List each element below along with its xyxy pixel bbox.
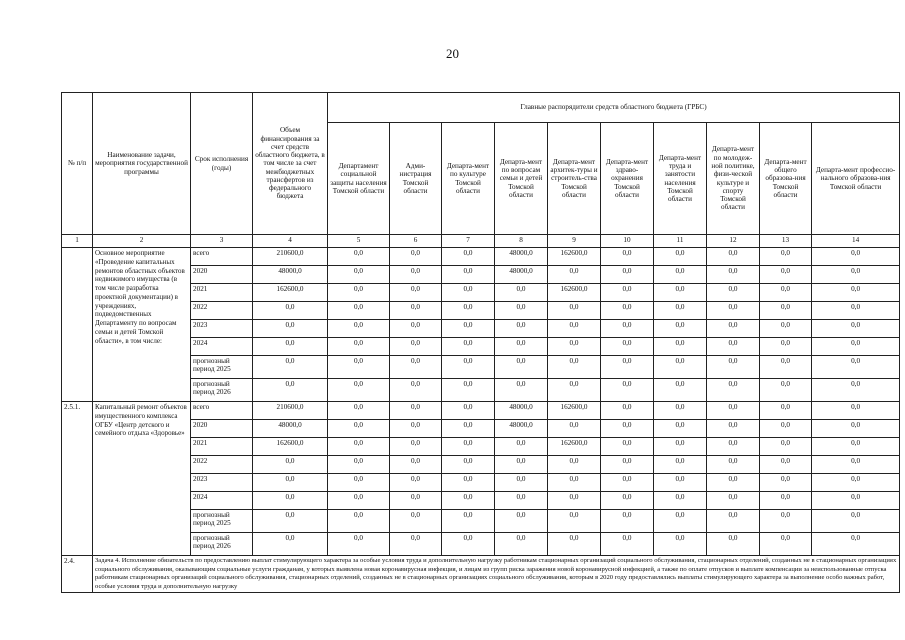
value-cell: 0,0 bbox=[442, 302, 495, 320]
value-cell: 0,0 bbox=[253, 533, 328, 556]
value-cell: 0,0 bbox=[548, 379, 601, 402]
term-cell: 2020 bbox=[191, 266, 253, 284]
column-number: 5 bbox=[328, 235, 390, 248]
value-cell: 0,0 bbox=[548, 320, 601, 338]
value-cell: 162600,0 bbox=[253, 284, 328, 302]
value-cell: 0,0 bbox=[812, 438, 900, 456]
value-cell: 0,0 bbox=[760, 510, 812, 533]
value-cell: 0,0 bbox=[442, 474, 495, 492]
column-number: 3 bbox=[191, 235, 253, 248]
value-cell: 0,0 bbox=[328, 402, 390, 420]
value-cell: 0,0 bbox=[707, 438, 760, 456]
value-cell: 0,0 bbox=[253, 510, 328, 533]
task-number: 2.4. bbox=[62, 556, 93, 593]
value-cell: 0,0 bbox=[760, 456, 812, 474]
term-cell: прогнозный период 2026 bbox=[191, 533, 253, 556]
value-cell: 0,0 bbox=[442, 356, 495, 379]
value-cell: 0,0 bbox=[548, 266, 601, 284]
value-cell: 0,0 bbox=[495, 302, 548, 320]
value-cell: 0,0 bbox=[390, 474, 442, 492]
value-cell: 0,0 bbox=[760, 320, 812, 338]
value-cell: 0,0 bbox=[390, 320, 442, 338]
value-cell: 0,0 bbox=[654, 379, 707, 402]
task-text: Задача 4. Исполнение обязательств по предоставлению выплат стимулирующего характера за особые условия труда и дополнительную нагрузку работникам стационарных организаций социального обслуживания, стационарных отделений, созданных не в стационарных организациях социального обслуживания, оказывающим социальные услуги гражданам, у которых выявлена новая коронавирусная инфекция, и лицам из групп риска заражения новой коронавирусной инфекцией, а также по оплате отпусков и выплате компенсации за неиспользованные отпуска работникам стационарных организаций социального обслуживания, стационарных отделений, созданных не в стационарных организациях социального обслуживания, которым в 2020 году предоставлялись выплаты стимулирующего характера за выполнение особо важных работ, особые условия труда и дополнительную нагрузку bbox=[93, 556, 900, 593]
value-cell: 0,0 bbox=[707, 248, 760, 266]
value-cell: 0,0 bbox=[442, 320, 495, 338]
value-cell: 0,0 bbox=[548, 338, 601, 356]
term-cell: 2023 bbox=[191, 320, 253, 338]
header-grbs: Главные распорядители средств областного бюджета (ГРБС) bbox=[328, 93, 900, 123]
value-cell: 48000,0 bbox=[495, 248, 548, 266]
value-cell: 0,0 bbox=[760, 266, 812, 284]
value-cell: 0,0 bbox=[328, 510, 390, 533]
value-cell: 0,0 bbox=[442, 533, 495, 556]
column-number: 2 bbox=[93, 235, 191, 248]
value-cell: 0,0 bbox=[812, 356, 900, 379]
value-cell: 0,0 bbox=[707, 402, 760, 420]
value-cell: 0,0 bbox=[601, 438, 654, 456]
value-cell: 0,0 bbox=[707, 533, 760, 556]
value-cell: 162600,0 bbox=[548, 248, 601, 266]
value-cell: 0,0 bbox=[253, 320, 328, 338]
value-cell: 0,0 bbox=[760, 438, 812, 456]
term-cell: 2021 bbox=[191, 438, 253, 456]
value-cell: 0,0 bbox=[760, 356, 812, 379]
value-cell: 0,0 bbox=[812, 456, 900, 474]
value-cell: 0,0 bbox=[328, 284, 390, 302]
value-cell: 0,0 bbox=[812, 474, 900, 492]
value-cell: 0,0 bbox=[390, 492, 442, 510]
term-cell: 2024 bbox=[191, 492, 253, 510]
value-cell: 0,0 bbox=[654, 533, 707, 556]
value-cell: 0,0 bbox=[442, 248, 495, 266]
value-cell: 0,0 bbox=[654, 456, 707, 474]
value-cell: 0,0 bbox=[654, 474, 707, 492]
value-cell: 0,0 bbox=[654, 510, 707, 533]
value-cell: 0,0 bbox=[328, 420, 390, 438]
value-cell: 0,0 bbox=[707, 420, 760, 438]
header-dept-3: Департа-мент по культуре Томской области bbox=[442, 123, 495, 235]
value-cell: 0,0 bbox=[812, 533, 900, 556]
value-cell: 0,0 bbox=[760, 284, 812, 302]
header-dept-4: Департа-мент по вопросам семьи и детей Томской области bbox=[495, 123, 548, 235]
value-cell: 0,0 bbox=[495, 510, 548, 533]
value-cell: 0,0 bbox=[654, 284, 707, 302]
header-name: Наименование задачи, мероприятия государственной программы bbox=[93, 93, 191, 235]
value-cell: 0,0 bbox=[548, 456, 601, 474]
value-cell: 0,0 bbox=[601, 492, 654, 510]
value-cell: 0,0 bbox=[812, 266, 900, 284]
value-cell: 0,0 bbox=[601, 379, 654, 402]
value-cell: 0,0 bbox=[495, 456, 548, 474]
term-cell: 2024 bbox=[191, 338, 253, 356]
value-cell: 162600,0 bbox=[548, 402, 601, 420]
row-number bbox=[62, 248, 93, 402]
term-cell: 2020 bbox=[191, 420, 253, 438]
value-cell: 0,0 bbox=[654, 438, 707, 456]
table-row bbox=[62, 248, 900, 266]
value-cell: 0,0 bbox=[812, 420, 900, 438]
value-cell: 0,0 bbox=[328, 379, 390, 402]
value-cell: 0,0 bbox=[548, 533, 601, 556]
value-cell: 0,0 bbox=[760, 402, 812, 420]
value-cell: 0,0 bbox=[812, 338, 900, 356]
value-cell: 0,0 bbox=[253, 492, 328, 510]
value-cell: 0,0 bbox=[760, 338, 812, 356]
header-dept-1: Департамент социальной защиты населения Томской области bbox=[328, 123, 390, 235]
column-number: 9 bbox=[548, 235, 601, 248]
value-cell: 0,0 bbox=[601, 302, 654, 320]
value-cell: 0,0 bbox=[707, 284, 760, 302]
header-num: № п/п bbox=[62, 93, 93, 235]
row-number: 2.5.1. bbox=[62, 402, 93, 556]
value-cell: 0,0 bbox=[390, 420, 442, 438]
value-cell: 0,0 bbox=[707, 356, 760, 379]
value-cell: 0,0 bbox=[812, 510, 900, 533]
value-cell: 0,0 bbox=[442, 402, 495, 420]
value-cell: 0,0 bbox=[390, 438, 442, 456]
value-cell: 162600,0 bbox=[548, 284, 601, 302]
value-cell: 0,0 bbox=[328, 492, 390, 510]
column-number: 1 bbox=[62, 235, 93, 248]
value-cell: 48000,0 bbox=[253, 266, 328, 284]
value-cell: 0,0 bbox=[328, 456, 390, 474]
value-cell: 0,0 bbox=[654, 302, 707, 320]
value-cell: 0,0 bbox=[328, 474, 390, 492]
value-cell: 0,0 bbox=[328, 248, 390, 266]
value-cell: 48000,0 bbox=[495, 266, 548, 284]
term-cell: прогнозный период 2025 bbox=[191, 510, 253, 533]
value-cell: 0,0 bbox=[442, 438, 495, 456]
value-cell: 0,0 bbox=[442, 338, 495, 356]
value-cell: 0,0 bbox=[812, 248, 900, 266]
value-cell: 0,0 bbox=[390, 402, 442, 420]
term-cell: прогнозный период 2025 bbox=[191, 356, 253, 379]
value-cell: 0,0 bbox=[707, 510, 760, 533]
value-cell: 0,0 bbox=[812, 302, 900, 320]
value-cell: 0,0 bbox=[495, 379, 548, 402]
value-cell: 0,0 bbox=[812, 320, 900, 338]
value-cell: 0,0 bbox=[442, 510, 495, 533]
value-cell: 0,0 bbox=[442, 420, 495, 438]
page-number: 20 bbox=[446, 46, 459, 61]
value-cell: 0,0 bbox=[601, 284, 654, 302]
value-cell: 0,0 bbox=[654, 492, 707, 510]
value-cell: 0,0 bbox=[390, 356, 442, 379]
value-cell: 0,0 bbox=[760, 492, 812, 510]
value-cell: 0,0 bbox=[812, 379, 900, 402]
value-cell: 0,0 bbox=[328, 533, 390, 556]
value-cell: 0,0 bbox=[442, 379, 495, 402]
value-cell: 0,0 bbox=[253, 379, 328, 402]
value-cell: 0,0 bbox=[707, 492, 760, 510]
value-cell: 0,0 bbox=[601, 266, 654, 284]
value-cell: 0,0 bbox=[654, 402, 707, 420]
value-cell: 0,0 bbox=[495, 320, 548, 338]
value-cell: 0,0 bbox=[390, 302, 442, 320]
value-cell: 0,0 bbox=[253, 338, 328, 356]
value-cell: 0,0 bbox=[654, 338, 707, 356]
value-cell: 0,0 bbox=[328, 356, 390, 379]
term-cell: всего bbox=[191, 248, 253, 266]
term-cell: 2023 bbox=[191, 474, 253, 492]
value-cell: 0,0 bbox=[654, 266, 707, 284]
value-cell: 0,0 bbox=[601, 320, 654, 338]
value-cell: 0,0 bbox=[328, 302, 390, 320]
value-cell: 0,0 bbox=[654, 356, 707, 379]
value-cell: 0,0 bbox=[760, 474, 812, 492]
header-dept-5: Департа-мент архитек-туры и строитель-ства Томской области bbox=[548, 123, 601, 235]
budget-table bbox=[61, 92, 900, 593]
value-cell: 162600,0 bbox=[253, 438, 328, 456]
value-cell: 0,0 bbox=[812, 402, 900, 420]
value-cell: 0,0 bbox=[707, 320, 760, 338]
value-cell: 0,0 bbox=[548, 420, 601, 438]
value-cell: 0,0 bbox=[390, 338, 442, 356]
value-cell: 0,0 bbox=[760, 420, 812, 438]
column-number: 11 bbox=[654, 235, 707, 248]
header-volume: Объем финансирования за счет средств областного бюджета, в том числе за счет межбюджетных трансфертов из федерального бюджета bbox=[253, 93, 328, 235]
value-cell: 0,0 bbox=[548, 302, 601, 320]
value-cell: 0,0 bbox=[328, 438, 390, 456]
value-cell: 0,0 bbox=[442, 456, 495, 474]
value-cell: 0,0 bbox=[760, 248, 812, 266]
header-term: Срок исполнения (годы) bbox=[191, 93, 253, 235]
value-cell: 0,0 bbox=[548, 492, 601, 510]
value-cell: 0,0 bbox=[760, 379, 812, 402]
value-cell: 0,0 bbox=[548, 510, 601, 533]
column-number: 8 bbox=[495, 235, 548, 248]
measure-description: Капитальный ремонт объектов имущественного комплекса ОГБУ «Центр детского и семейного отдыха «Здоровье» bbox=[93, 402, 191, 556]
value-cell: 0,0 bbox=[601, 510, 654, 533]
value-cell: 0,0 bbox=[390, 266, 442, 284]
value-cell: 0,0 bbox=[390, 510, 442, 533]
header-dept-9: Департа-мент общего образова-ния Томской области bbox=[760, 123, 812, 235]
value-cell: 0,0 bbox=[495, 533, 548, 556]
header-dept-10: Департа-мент профессио-нального образова-ния Томской области bbox=[812, 123, 900, 235]
term-cell: 2022 bbox=[191, 456, 253, 474]
column-number: 12 bbox=[707, 235, 760, 248]
value-cell: 0,0 bbox=[601, 420, 654, 438]
value-cell: 0,0 bbox=[601, 338, 654, 356]
header-dept-2: Адми-нистрация Томской области bbox=[390, 123, 442, 235]
value-cell: 0,0 bbox=[601, 248, 654, 266]
value-cell: 0,0 bbox=[654, 420, 707, 438]
column-number: 10 bbox=[601, 235, 654, 248]
value-cell: 0,0 bbox=[253, 456, 328, 474]
column-number: 7 bbox=[442, 235, 495, 248]
value-cell: 0,0 bbox=[442, 266, 495, 284]
value-cell: 0,0 bbox=[548, 474, 601, 492]
term-cell: всего bbox=[191, 402, 253, 420]
value-cell: 0,0 bbox=[390, 533, 442, 556]
column-number: 6 bbox=[390, 235, 442, 248]
column-number: 14 bbox=[812, 235, 900, 248]
value-cell: 0,0 bbox=[760, 302, 812, 320]
value-cell: 0,0 bbox=[390, 248, 442, 266]
value-cell: 48000,0 bbox=[495, 402, 548, 420]
header-dept-8: Департа-мент по молодеж-ной политике, физи-ческой культуре и спорту Томской области bbox=[707, 123, 760, 235]
value-cell: 0,0 bbox=[495, 492, 548, 510]
term-cell: 2021 bbox=[191, 284, 253, 302]
value-cell: 48000,0 bbox=[253, 420, 328, 438]
value-cell: 0,0 bbox=[654, 248, 707, 266]
value-cell: 210600,0 bbox=[253, 402, 328, 420]
term-cell: 2022 bbox=[191, 302, 253, 320]
value-cell: 0,0 bbox=[707, 266, 760, 284]
value-cell: 0,0 bbox=[390, 456, 442, 474]
value-cell: 0,0 bbox=[328, 320, 390, 338]
value-cell: 0,0 bbox=[253, 302, 328, 320]
value-cell: 0,0 bbox=[601, 474, 654, 492]
term-cell: прогнозный период 2026 bbox=[191, 379, 253, 402]
value-cell: 0,0 bbox=[707, 474, 760, 492]
value-cell: 0,0 bbox=[495, 338, 548, 356]
value-cell: 0,0 bbox=[495, 356, 548, 379]
header-dept-7: Департа-мент труда и занятости населения Томской области bbox=[654, 123, 707, 235]
value-cell: 0,0 bbox=[328, 338, 390, 356]
value-cell: 0,0 bbox=[390, 284, 442, 302]
value-cell: 0,0 bbox=[812, 492, 900, 510]
value-cell: 0,0 bbox=[707, 456, 760, 474]
column-number: 13 bbox=[760, 235, 812, 248]
header-dept-6: Департа-мент здраво-охранения Томской области bbox=[601, 123, 654, 235]
value-cell: 210600,0 bbox=[253, 248, 328, 266]
value-cell: 0,0 bbox=[707, 338, 760, 356]
value-cell: 162600,0 bbox=[548, 438, 601, 456]
column-number: 4 bbox=[253, 235, 328, 248]
value-cell: 0,0 bbox=[328, 266, 390, 284]
measure-description: Основное мероприятие «Проведение капитальных ремонтов областных объектов недвижимого имущества (в том числе разработка проектной документации) в учреждениях, подведомственных Департаменту по вопросам семьи и детей Томской области», в том числе: bbox=[93, 248, 191, 402]
value-cell: 0,0 bbox=[253, 474, 328, 492]
value-cell: 0,0 bbox=[495, 474, 548, 492]
value-cell: 0,0 bbox=[442, 284, 495, 302]
value-cell: 0,0 bbox=[495, 438, 548, 456]
value-cell: 0,0 bbox=[548, 356, 601, 379]
value-cell: 0,0 bbox=[390, 379, 442, 402]
value-cell: 48000,0 bbox=[495, 420, 548, 438]
value-cell: 0,0 bbox=[654, 320, 707, 338]
task-row bbox=[62, 556, 900, 593]
value-cell: 0,0 bbox=[760, 533, 812, 556]
value-cell: 0,0 bbox=[495, 284, 548, 302]
table-row bbox=[62, 402, 900, 420]
value-cell: 0,0 bbox=[601, 456, 654, 474]
value-cell: 0,0 bbox=[707, 379, 760, 402]
value-cell: 0,0 bbox=[812, 284, 900, 302]
value-cell: 0,0 bbox=[601, 533, 654, 556]
value-cell: 0,0 bbox=[601, 356, 654, 379]
value-cell: 0,0 bbox=[253, 356, 328, 379]
value-cell: 0,0 bbox=[707, 302, 760, 320]
value-cell: 0,0 bbox=[442, 492, 495, 510]
value-cell: 0,0 bbox=[601, 402, 654, 420]
